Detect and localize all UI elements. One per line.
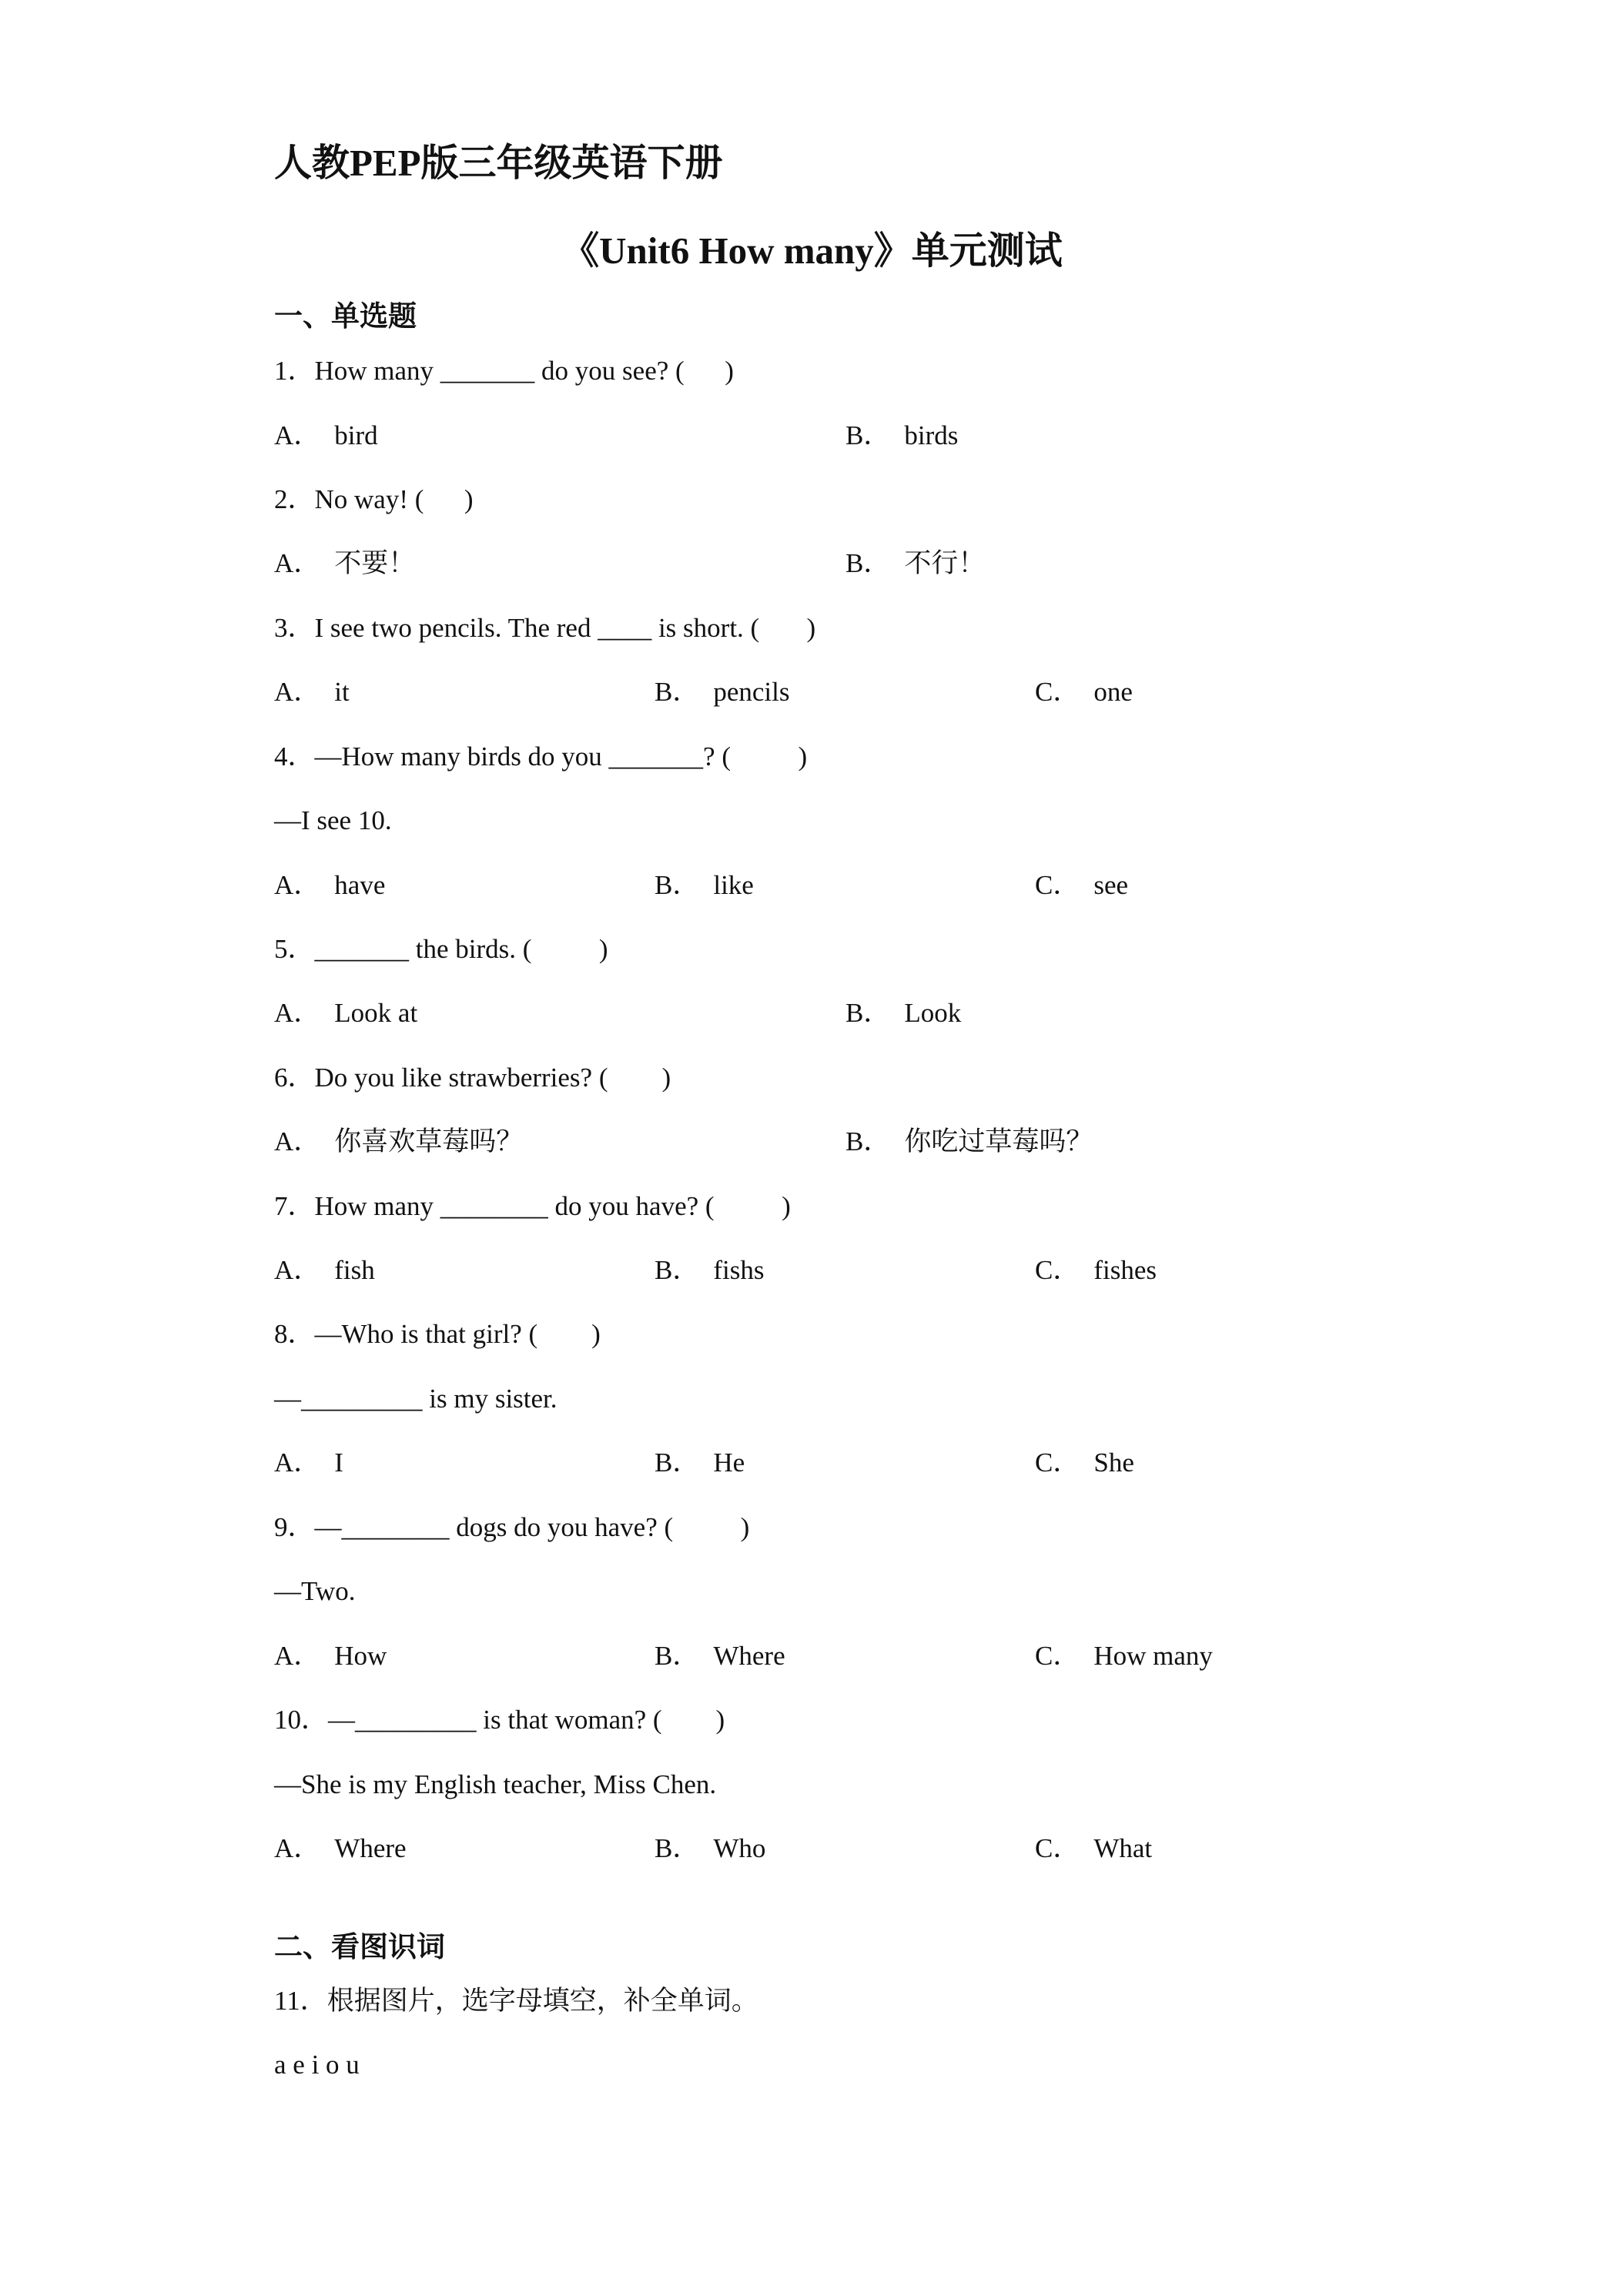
option-b[interactable]: B． 你吃过草莓吗？ [845, 1126, 1093, 1156]
section-heading-1: 一、单选题 [274, 301, 417, 333]
option-a[interactable]: A． Look at [274, 998, 418, 1028]
option-b[interactable]: B． like [655, 870, 754, 900]
header: 人教PEP版三年级英语下册 [274, 142, 723, 184]
option-b[interactable]: B． fishs [655, 1255, 765, 1285]
option-a[interactable]: A． bird [274, 420, 378, 450]
letter-choices: a e i o u [274, 2050, 360, 2080]
option-a[interactable]: A． 你喜欢草莓吗？ [274, 1126, 524, 1156]
option-a[interactable]: A． it [274, 677, 350, 707]
option-a[interactable]: A． 不要！ [274, 548, 416, 578]
option-c[interactable]: C． fishes [1035, 1255, 1157, 1285]
question-stem: 3．I see two pencils. The red ____ is short. ( ) [274, 613, 816, 643]
question-stem: 6．Do you like strawberries? ( ) [274, 1063, 671, 1093]
option-b[interactable]: B． 不行！ [845, 548, 986, 578]
question-stem: 11．根据图片，选字母填空，补全单词。 [274, 1986, 758, 2016]
question-stem: 9．—________ dogs do you have? ( ) [274, 1512, 750, 1542]
option-a[interactable]: A． How [274, 1641, 387, 1671]
option-b[interactable]: B． pencils [655, 677, 790, 707]
question-stem: 10．—_________ is that woman? ( ) [274, 1705, 725, 1735]
section-heading-2: 二、看图识词 [274, 1932, 445, 1963]
option-c[interactable]: C． How many [1035, 1641, 1213, 1671]
option-b[interactable]: B． He [655, 1448, 745, 1478]
option-a[interactable]: A． fish [274, 1255, 375, 1285]
page-title: 《Unit6 How many》单元测试 [561, 229, 1063, 272]
option-c[interactable]: C． see [1035, 870, 1129, 900]
question-stem: 8．—Who is that girl? ( ) [274, 1319, 601, 1349]
option-a[interactable]: A． have [274, 870, 386, 900]
option-b[interactable]: B． Where [655, 1641, 785, 1671]
question-stem: 4．—How many birds do you _______? ( ) [274, 741, 808, 771]
question-answer-line: —I see 10. [274, 805, 392, 835]
question-stem: 5．_______ the birds. ( ) [274, 934, 608, 964]
option-c[interactable]: C． What [1035, 1833, 1153, 1863]
question-answer-line: —Two. [274, 1576, 356, 1606]
option-c[interactable]: C． She [1035, 1448, 1134, 1478]
option-a[interactable]: A． I [274, 1448, 343, 1478]
option-b[interactable]: B． Who [655, 1833, 766, 1863]
question-stem: 7．How many ________ do you have? ( ) [274, 1191, 791, 1221]
option-b[interactable]: B． Look [845, 998, 962, 1028]
question-answer-line: —_________ is my sister. [274, 1384, 558, 1414]
question-stem: 1．How many _______ do you see? ( ) [274, 356, 734, 386]
option-c[interactable]: C． one [1035, 677, 1133, 707]
question-answer-line: —She is my English teacher, Miss Chen. [274, 1769, 717, 1799]
option-b[interactable]: B． birds [845, 420, 959, 450]
question-stem: 2．No way! ( ) [274, 484, 474, 514]
option-a[interactable]: A． Where [274, 1833, 407, 1863]
